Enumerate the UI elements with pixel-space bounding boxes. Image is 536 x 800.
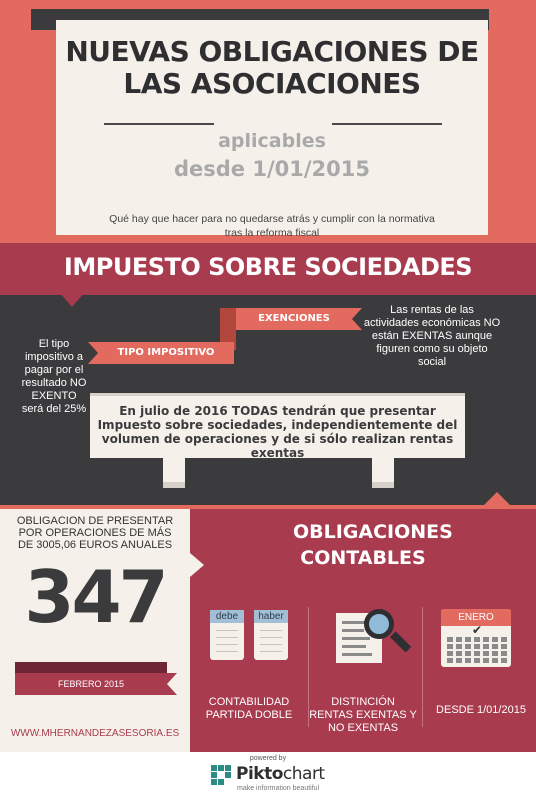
title-band-notch (60, 293, 84, 307)
calendar-day-cell (456, 637, 462, 642)
caption-desde: DESDE 1/01/2015 (436, 704, 526, 716)
calendar-day-cell (474, 651, 480, 656)
subtitle-date: desde 1/01/2015 (174, 157, 370, 181)
page-title: NUEVAS OBLIGACIONES DE LAS ASOCIACIONES (65, 35, 479, 100)
book-debe-label: debe (210, 610, 244, 623)
header-card (56, 20, 488, 239)
piktochart-logo-icon (211, 765, 231, 787)
book-line (260, 644, 282, 645)
subtitle-applicable: aplicables (218, 130, 326, 152)
column-divider (422, 607, 423, 727)
doc-line (342, 629, 364, 632)
calendar-day-cell (465, 651, 471, 656)
doc-line (342, 653, 372, 656)
julio-2016-card (90, 393, 465, 458)
piktochart-brand[interactable] (236, 764, 325, 784)
calendar-day-cell (501, 637, 507, 642)
brand-light: chart (282, 764, 325, 784)
calendar-day-cell (492, 644, 498, 649)
calendar-day-cell (447, 637, 453, 642)
calendar-day-cell (501, 651, 507, 656)
calendar-day-cell (474, 637, 480, 642)
logo-square (211, 779, 217, 785)
calendar-day-cell (465, 644, 471, 649)
calendar-day-cell (492, 651, 498, 656)
ribbon-exenciones: EXENCIONES (236, 308, 352, 330)
divider-left (104, 123, 214, 125)
calendar-day-cell (456, 651, 462, 656)
calendar-icon (441, 609, 511, 667)
calendar-day-cell (483, 658, 489, 663)
card-peg-right-shadow (372, 482, 394, 488)
date-ribbon-tail (167, 673, 177, 695)
impuesto-title-band (0, 243, 536, 295)
book-debe (210, 610, 244, 660)
magnifier-lens (364, 609, 394, 639)
julio-2016-text: En julio de 2016 TODAS tendrán que presentar Impuesto sobre sociedades, independientemente del volumen de operaciones y de si sólo realizan rentas exentas (97, 404, 458, 460)
book-line (260, 637, 282, 638)
calendar-day-cell (474, 658, 480, 663)
calendar-day-cell (447, 651, 453, 656)
modelo-347-panel (0, 509, 190, 752)
book-line (216, 644, 238, 645)
logo-square (225, 765, 231, 771)
calendar-day-cell (447, 658, 453, 663)
book-line (216, 637, 238, 638)
logo-square (225, 772, 231, 778)
calendar-day-cell (465, 658, 471, 663)
panel-arrow (190, 553, 204, 577)
calendar-day-cell (483, 651, 489, 656)
header-description: Qué hay que hacer para no quedarse atrás y cumplir con la normativa tras la reforma fiscal (109, 213, 435, 239)
impuesto-title: IMPUESTO SOBRE SOCIEDADES (63, 253, 473, 281)
logo-square (211, 772, 217, 778)
logo-square (211, 765, 217, 771)
calendar-month: ENERO (441, 609, 511, 626)
calendar-day-cell (501, 644, 507, 649)
logo-square (218, 765, 224, 771)
caption-contabilidad: CONTABILIDAD PARTIDA DOBLE (205, 696, 293, 721)
calendar-day-cell (483, 637, 489, 642)
calendar-day-cell (483, 644, 489, 649)
calendar-day-cell (465, 637, 471, 642)
book-line (216, 651, 238, 652)
logo-square (218, 779, 224, 785)
divider-right (332, 123, 442, 125)
date-ribbon-back (15, 662, 167, 673)
tipo-impositivo-text: El tipo impositivo a pagar por el resultado NO EXENTO será del 25% (21, 338, 87, 415)
brand-tagline: make information beautiful (237, 785, 320, 792)
calendar-day-cell (456, 644, 462, 649)
card-peg-left-shadow (163, 482, 185, 488)
brand-bold: Pikto (236, 764, 283, 784)
book-line (216, 630, 238, 631)
doc-line (342, 645, 366, 648)
calendar-day-cell (492, 658, 498, 663)
ribbon-exenciones-tail (352, 308, 362, 330)
footer (0, 752, 536, 800)
calendar-day-cell (474, 644, 480, 649)
content-area-notch (484, 492, 510, 505)
calendar-day-cell (501, 658, 507, 663)
date-ribbon: FEBRERO 2015 (15, 673, 167, 695)
ribbon-tipo-tail (88, 342, 98, 364)
obligaciones-contables-panel (190, 509, 536, 752)
doc-line (342, 637, 370, 640)
obligaciones-title (190, 519, 536, 571)
website-link[interactable]: WWW.MHERNANDEZASESORIA.ES (10, 728, 180, 739)
book-haber (254, 610, 288, 660)
calendar-day-cell (492, 637, 498, 642)
calendar-day-cell (447, 644, 453, 649)
book-haber-label: haber (254, 610, 288, 623)
model-number: 347 (24, 555, 166, 639)
calendar-day-cell (456, 658, 462, 663)
powered-by-text: powered by (249, 755, 287, 762)
caption-distincion: DISTINCIÓN RENTAS EXENTAS Y NO EXENTAS (309, 696, 417, 734)
obligaciones-title-text: OBLIGACIONES CONTABLES (293, 521, 453, 569)
ribbon-tipo-impositivo: TIPO IMPOSITIVO (98, 342, 234, 364)
rentas-text: Las rentas de las actividades económicas NO están EXENTAS aunque figuren como su objeto social (363, 304, 501, 368)
check-icon: ✔ (472, 623, 483, 637)
book-line (260, 651, 282, 652)
obligation-text: OBLIGACION DE PRESENTAR POR OPERACIONES DE MÁS DE 3005,06 EUROS ANUALES (16, 515, 174, 551)
book-line (260, 630, 282, 631)
magnifier-handle (390, 631, 411, 652)
